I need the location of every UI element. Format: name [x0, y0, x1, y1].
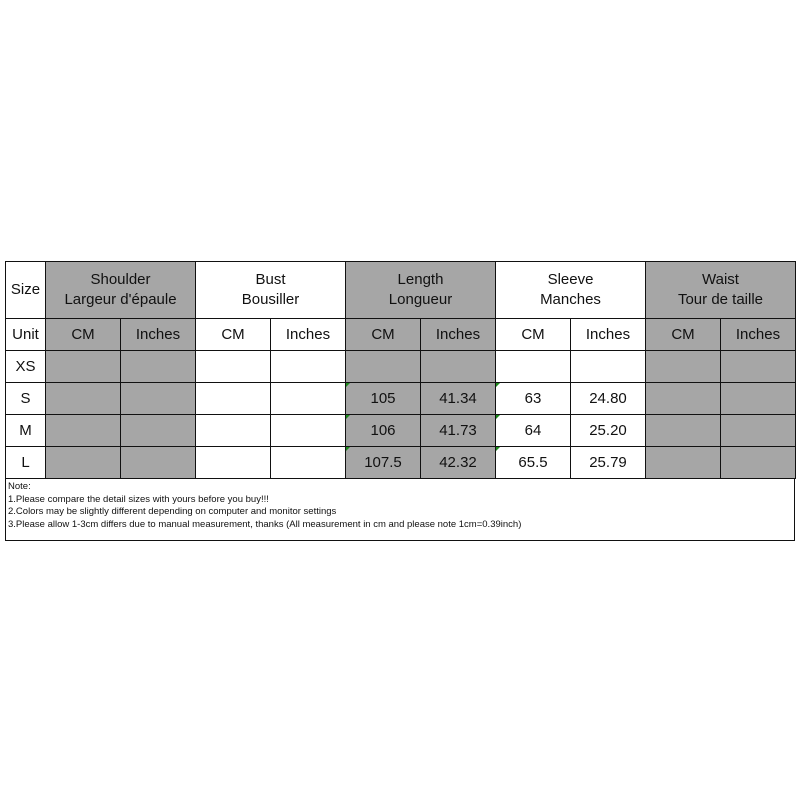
- unit-cell: CM: [346, 319, 421, 351]
- table-cell: [46, 383, 121, 415]
- table-cell: [721, 415, 796, 447]
- table-cell: [721, 383, 796, 415]
- table-cell: [721, 447, 796, 479]
- header-row-units: [6, 319, 796, 351]
- table-cell: 24.80: [571, 383, 646, 415]
- table-cell: [346, 351, 421, 383]
- table-cell: [196, 447, 271, 479]
- unit-cell: Inches: [271, 319, 346, 351]
- unit-cell: Inches: [721, 319, 796, 351]
- table-cell: [46, 447, 121, 479]
- table-cell: [121, 351, 196, 383]
- unit-cell: Inches: [571, 319, 646, 351]
- table-cell: [46, 351, 121, 383]
- table-row: [6, 383, 796, 415]
- unit-cell: Inches: [421, 319, 496, 351]
- table-cell: [121, 447, 196, 479]
- note-line: 1.Please compare the detail sizes with yours before you buy!!!: [8, 493, 269, 505]
- table-cell: [121, 415, 196, 447]
- table-cell: 42.32: [421, 447, 496, 479]
- table-cell: [196, 383, 271, 415]
- table-cell: [421, 351, 496, 383]
- table-cell: [121, 383, 196, 415]
- table-cell: 107.5: [346, 447, 421, 479]
- size-table: [5, 261, 796, 479]
- table-row: [6, 415, 796, 447]
- table-cell: 65.5: [496, 447, 571, 479]
- table-cell: [196, 351, 271, 383]
- sleeve-header: Sleeve Manches: [496, 262, 646, 319]
- table-cell: 41.73: [421, 415, 496, 447]
- table-cell: [46, 415, 121, 447]
- table-cell: 25.79: [571, 447, 646, 479]
- table-cell: [721, 351, 796, 383]
- table-cell: [196, 415, 271, 447]
- shoulder-header: Shoulder Largeur d'épaule: [46, 262, 196, 319]
- size-header: Size: [6, 262, 46, 319]
- notes-box: [5, 479, 795, 541]
- table-cell: [646, 383, 721, 415]
- note-line: 3.Please allow 1-3cm differs due to manual measurement, thanks (All measurement in cm and please note 1cm=0.39inch): [8, 518, 522, 530]
- table-row: [6, 351, 796, 383]
- table-cell: [271, 383, 346, 415]
- waist-header: Waist Tour de taille: [646, 262, 796, 319]
- table-cell: [646, 351, 721, 383]
- table-cell: 25.20: [571, 415, 646, 447]
- table-cell: 105: [346, 383, 421, 415]
- table-cell: 63: [496, 383, 571, 415]
- header-row-measurements: [6, 262, 796, 319]
- table-cell: [271, 447, 346, 479]
- table-cell: [271, 415, 346, 447]
- table-cell: 64: [496, 415, 571, 447]
- unit-cell: CM: [496, 319, 571, 351]
- note-line: 2.Colors may be slightly different depending on computer and monitor settings: [8, 506, 337, 517]
- length-header: Length Longueur: [346, 262, 496, 319]
- table-cell: 106: [346, 415, 421, 447]
- unit-cell: CM: [46, 319, 121, 351]
- unit-header: Unit: [6, 319, 46, 351]
- size-cell: S: [6, 383, 46, 415]
- table-cell: 41.34: [421, 383, 496, 415]
- unit-cell: Inches: [121, 319, 196, 351]
- size-chart: [5, 261, 795, 541]
- bust-header: Bust Bousiller: [196, 262, 346, 319]
- unit-cell: CM: [646, 319, 721, 351]
- table-cell: [646, 447, 721, 479]
- table-cell: [271, 351, 346, 383]
- table-cell: [571, 351, 646, 383]
- size-cell: L: [6, 447, 46, 479]
- size-cell: M: [6, 415, 46, 447]
- table-cell: [646, 415, 721, 447]
- table-row: [6, 447, 796, 479]
- table-cell: [496, 351, 571, 383]
- size-cell: XS: [6, 351, 46, 383]
- notes-title: Note:: [8, 481, 31, 492]
- unit-cell: CM: [196, 319, 271, 351]
